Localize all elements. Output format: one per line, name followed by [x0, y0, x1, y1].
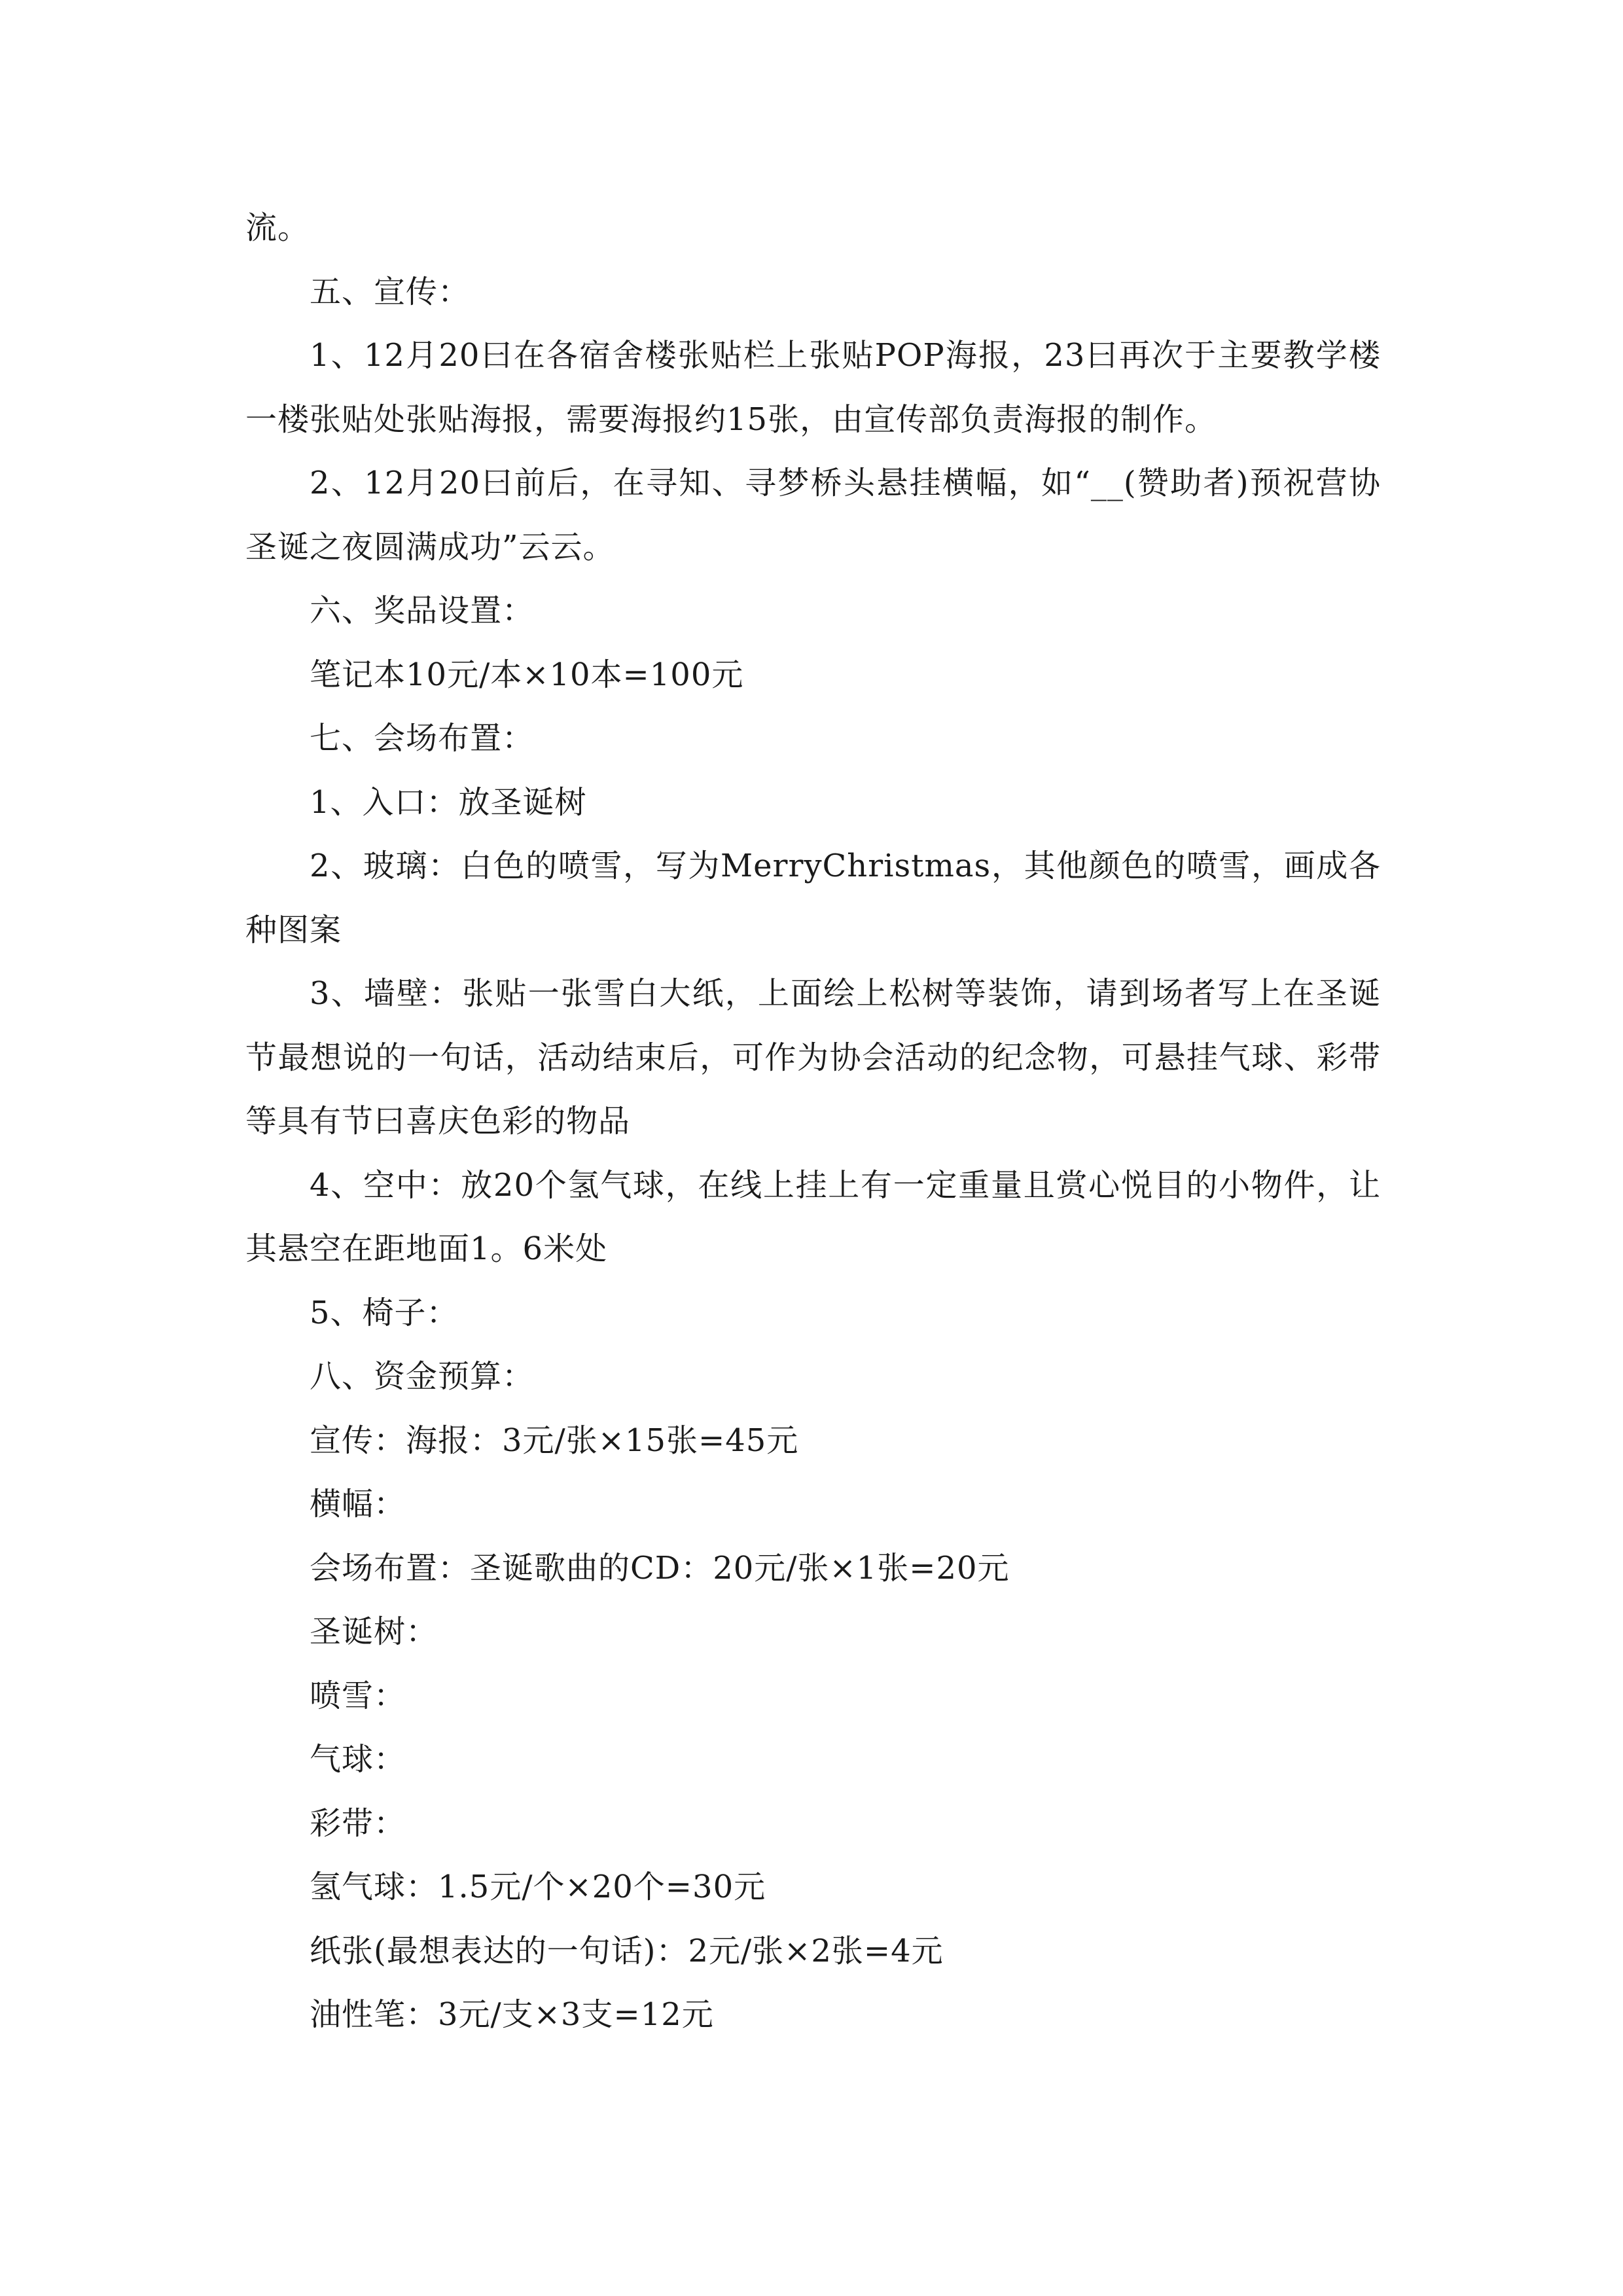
paragraph-air: 4、空中：放20个氢气球，在线上挂上有一定重量且赏心悦目的小物件，让其悬空在距地面1。6米处 [245, 1166, 1381, 1267]
section-heading-publicity: 五、宣传： [310, 273, 471, 310]
budget-line-snow-spray: 喷雪： [310, 1677, 406, 1714]
budget-line-publicity: 宣传：海报：3元/张×15张=45元 [310, 1422, 799, 1459]
document-body [245, 196, 1381, 2047]
paragraph-glass: 2、玻璃：白色的喷雪，写为MerryChristmas，其他颜色的喷雪，画成各种图案 [245, 848, 1381, 948]
paragraph-notebook: 笔记本10元/本×10本=100元 [310, 656, 744, 693]
section-heading-venue: 七、会场布置： [310, 720, 535, 757]
budget-line-tree: 圣诞树： [310, 1613, 438, 1650]
budget-line-paper: 纸张(最想表达的一句话)：2元/张×2张=4元 [310, 1932, 944, 1969]
paragraph-banner: 2、12月20曰前后，在寻知、寻梦桥头悬挂横幅，如“__(赞助者)预祝营协圣诞之夜圆满成功”云云。 [245, 465, 1381, 565]
budget-line-banner: 横幅： [310, 1486, 406, 1522]
budget-line-balloons: 气球： [310, 1741, 406, 1778]
budget-line-ribbons: 彩带： [310, 1804, 406, 1842]
paragraph-entrance: 1、入口：放圣诞树 [310, 783, 587, 821]
budget-line-markers: 油性笔：3元/支×3支=12元 [310, 1996, 714, 2033]
paragraph-wall: 3、墙壁：张贴一张雪白大纸，上面绘上松树等装饰，请到场者写上在圣诞节最想说的一句话，活动结束后，可作为协会活动的纪念物，可悬挂气球、彩带等具有节曰喜庆色彩的物品 [245, 975, 1381, 1139]
section-heading-prizes: 六、奖品设置： [310, 592, 535, 629]
section-heading-budget: 八、资金预算： [310, 1358, 535, 1395]
budget-line-hydrogen-balloons: 氢气球：1.5元/个×20个=30元 [310, 1869, 766, 1905]
paragraph-chairs: 5、椅子： [310, 1294, 459, 1331]
budget-line-venue-cd: 会场布置：圣诞歌曲的CD：20元/张×1张=20元 [310, 1549, 1010, 1587]
paragraph-poster: 1、12月20曰在各宿舍楼张贴栏上张贴POP海报，23曰再次于主要教学楼一楼张贴处张贴海报，需要海报约15张，由宣传部负责海报的制作。 [245, 337, 1381, 438]
paragraph-continuation: 流。 [245, 209, 310, 246]
